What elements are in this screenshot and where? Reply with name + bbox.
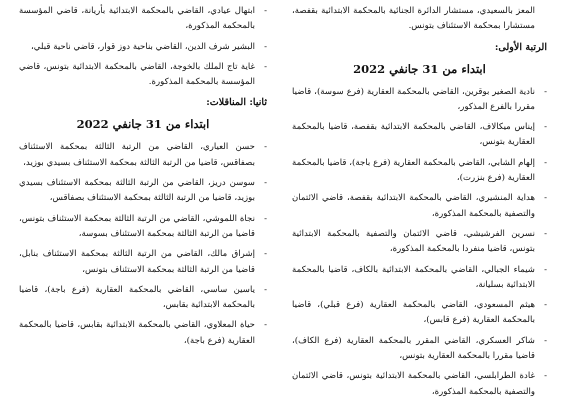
entry-text: ابتهال عيادي، القاضي بالمحكمة الابتدائية بأريانة، قاضي المؤسسة بالمحكمة المذكورة، [19,6,255,32]
section-title: الرتبة الأولى: [494,41,547,53]
list-item: - هيثم المسعودي، القاضي بالمحكمة العقارية (فرع قبلي)، قاضيا بالمحكمة العقارية (فرع قابس)، [292,300,547,326]
entry-text: المعز بالسعيدي، مستشار الدائرة الجنائية بالمحكمة الابتدائية بقفصة، مستشارا بمحكمة الاستئناف بتونس. [292,6,535,32]
list-item: - نجاة اللموشي، القاضي من الرتبة الثالثة بمحكمة الاستئناف بتونس، قاضيا من الرتبة الثالثة بمحكمة الاستئناف بسوسة، [19,213,267,239]
entry-text: سوسن دريز، القاضي من الرتبة الثالثة بمحكمة الاستئناف بسيدي بوزيد، قاضيا من الرتبة الثالثة بمحكمة الاستئناف بصفاقس، [19,178,255,204]
list-item: - البشير شرف الدين، القاضي بناحية دوز قوار، قاضي ناحية قبلي، [31,41,267,52]
entry-text: نجاة اللموشي، القاضي من الرتبة الثالثة بمحكمة الاستئناف بتونس، قاضيا من الرتبة الثالثة بمحكمة الاستئناف بسوسة، [19,213,255,239]
list-item: - حسن العياري، القاضي من الرتبة الثالثة بمحكمة الاستئناف بصفاقس، قاضيا من الرتبة الثالثة بمحكمة الاستئناف بسيدي بوزيد، [19,142,267,168]
list-item: - سوسن دريز، القاضي من الرتبة الثالثة بمحكمة الاستئناف بسيدي بوزيد، قاضيا من الرتبة الثالثة بمحكمة الاستئناف بصفاقس، [19,178,267,204]
date-heading: ابتداء من 31 جانفي 2022 [76,117,210,132]
section-title: ثانيا: المناقلات: [206,97,267,109]
entry-text: إشراق مالك، القاضي من الرتبة الثالثة بمحكمة الاستئناف بنابل، قاضيا من الرتبة الثالثة بمحكمة الاستئناف بتونس، [19,249,255,275]
entry-text: نادية الصغير بوقرين، القاضي بالمحكمة العقارية (فرع سوسة)، قاضيا مقررا بالفرع المذكور، [292,86,535,112]
entry-text: إلهام الشابي، القاضي بالمحكمة العقارية (فرع باجة)، قاضيا بالمحكمة العقارية (فرع بنزرت)، [292,157,535,184]
list-item: - نادية الصغير بوقرين، القاضي بالمحكمة العقارية (فرع سوسة)، قاضيا مقررا بالفرع المذكور، [292,86,547,112]
list-item: - حياة المعلاوي، القاضي بالمحكمة الابتدائية بقابس، قاضيا بالمحكمة العقارية (فرع باجة)، [19,320,267,346]
list-item: - غاية تاج الملك بالخوجة، القاضي بالمحكمة الابتدائية بتونس، قاضي المؤسسة بالمحكمة المذكورة. [19,61,267,88]
list-item: - غادة الطرابلسي، القاضي بالمحكمة الابتدائية بتونس، قاضي الائتمان والتصفية بالمحكمة المذكورة، [292,371,547,397]
list-item: - إيناس ميكالاف، القاضي بالمحكمة الابتدائية بقفصة، قاضيا بالمحكمة العقارية بتونس، [292,122,547,148]
entry-text: حسن العياري، القاضي من الرتبة الثالثة بمحكمة الاستئناف بصفاقس، قاضيا من الرتبة الثالثة بمحكمة الاستئناف بسيدي بوزيد، [19,142,255,168]
entry-text: شاكر العسكري، القاضي المقرر بالمحكمة العقارية (فرع الكاف)، قاضيا مقررا بالمحكمة العقارية بتونس، [292,335,535,362]
list-item: - إشراق مالك، القاضي من الرتبة الثالثة بمحكمة الاستئناف بنابل، قاضيا من الرتبة الثالثة بمحكمة الاستئناف بتونس، [19,249,267,275]
right-column [292,4,547,405]
list-item: - ياسين ساسي، القاضي بالمحكمة العقارية (فرع باجة)، قاضيا بالمحكمة الابتدائية بقابس، [19,284,267,311]
entry-text: هيثم المسعودي، القاضي بالمحكمة العقارية (فرع قبلي)، قاضيا بالمحكمة العقارية (فرع قابس)، [292,300,535,326]
entry-text: إيناس ميكالاف، القاضي بالمحكمة الابتدائية بقفصة، قاضيا بالمحكمة العقارية بتونس، [292,122,535,148]
list-item [292,4,547,35]
entry-text: البشير شرف الدين، القاضي بناحية دوز قوار، قاضي ناحية قبلي، [31,41,255,52]
list-item: - شاكر العسكري، القاضي المقرر بالمحكمة العقارية (فرع الكاف)، قاضيا مقررا بالمحكمة العقارية بتونس، [292,335,547,362]
entry-text: نسرين الفرشيشي، قاضي الائتمان والتصفية بالمحكمة الابتدائية بتونس، قاضيا منفردا بالمحكمة المذكورة، [292,228,535,255]
list-item: - إلهام الشابي، القاضي بالمحكمة العقارية (فرع باجة)، قاضيا بالمحكمة العقارية (فرع بنزرت)، [292,157,547,184]
entry-text: شيماء الجبالي، القاضي بالمحكمة الابتدائية بالكاف، قاضيا بالمحكمة الابتدائية بسليانة، [292,264,535,290]
entry-text: هداية المنشيري، القاضي بالمحكمة الابتدائية بقفصة، قاضي الائتمان والتصفية بالمحكمة المذكورة، [292,193,535,219]
list-item: - ابتهال عيادي، القاضي بالمحكمة الابتدائية بأريانة، قاضي المؤسسة بالمحكمة المذكورة، [19,6,267,32]
list-item: - شيماء الجبالي، القاضي بالمحكمة الابتدائية بالكاف، قاضيا بالمحكمة الابتدائية بسليانة، [292,264,547,290]
entry-text: غاية تاج الملك بالخوجة، القاضي بالمحكمة الابتدائية بتونس، قاضي المؤسسة بالمحكمة المذكورة. [19,61,255,88]
date-heading: ابتداء من 31 جانفي 2022 [353,61,486,76]
entry-text: حياة المعلاوي، القاضي بالمحكمة الابتدائية بقابس، قاضيا بالمحكمة العقارية (فرع باجة)، [19,320,255,346]
list-item: - نسرين الفرشيشي، قاضي الائتمان والتصفية بالمحكمة الابتدائية بتونس، قاضيا منفردا بالمحكمة المذكورة، [292,228,547,255]
entry-text: غادة الطرابلسي، القاضي بالمحكمة الابتدائية بتونس، قاضي الائتمان والتصفية بالمحكمة المذكورة، [292,371,535,397]
list-item: - هداية المنشيري، القاضي بالمحكمة الابتدائية بقفصة، قاضي الائتمان والتصفية بالمحكمة المذكورة، [292,193,547,219]
left-column [19,4,267,354]
entry-text: ياسين ساسي، القاضي بالمحكمة العقارية (فرع باجة)، قاضيا بالمحكمة الابتدائية بقابس، [19,284,255,311]
